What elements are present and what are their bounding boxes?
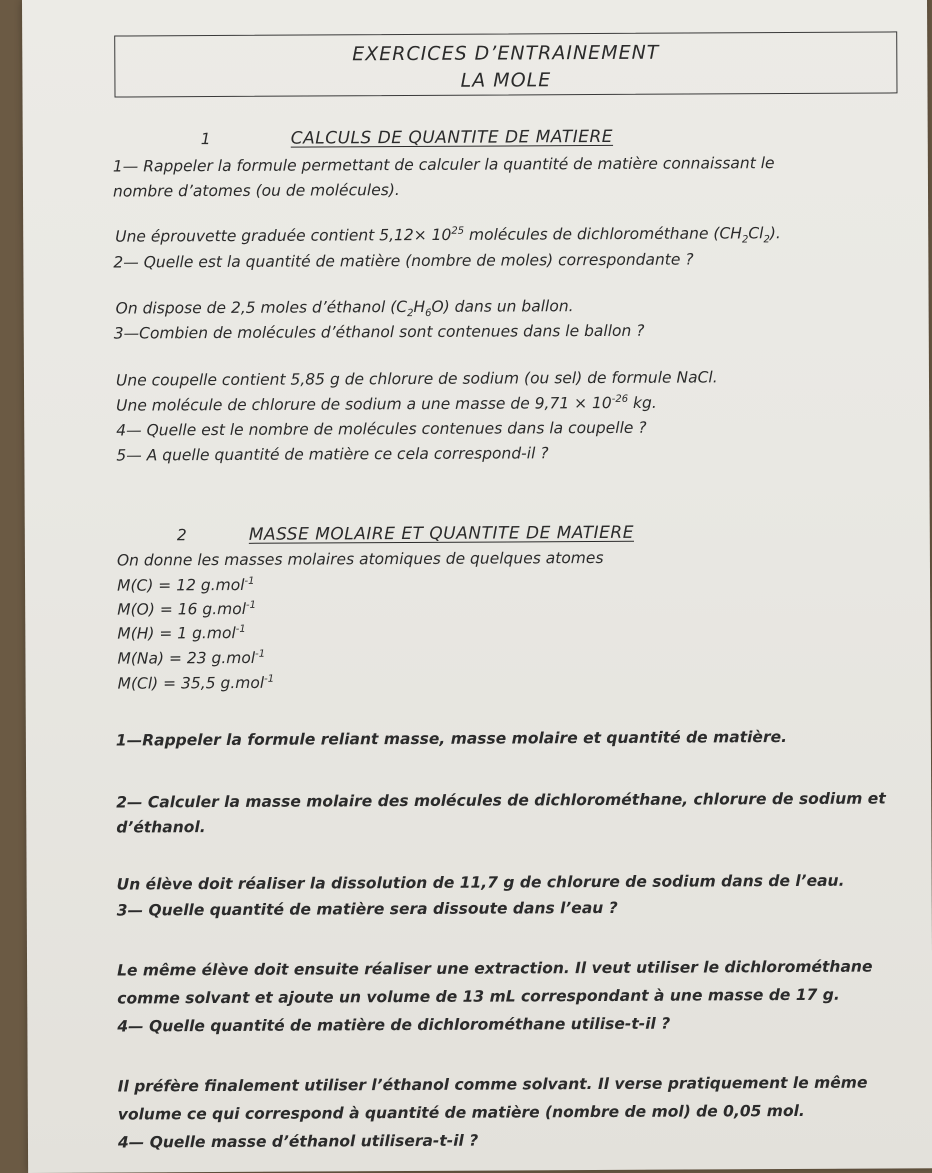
s2-mass-cl [118, 674, 275, 693]
s2-intro: On donne les masses molaires atomiques de quelques atomes [116, 548, 604, 570]
s2-q4a: 4— Quelle quantité de matière de dichlorométhane utilise-t-il ? [117, 1014, 671, 1036]
s1-p4 [116, 394, 657, 415]
s1-q3: 3—Combien de molécules d’éthanol sont contenues dans le ballon ? [113, 321, 645, 343]
section2-header [177, 523, 634, 545]
section1-header [201, 127, 613, 149]
s1-q1-line2: nombre d’atomes (ou de molécules). [112, 181, 400, 201]
worksheet-page [22, 0, 932, 1173]
title-line-1: EXERCICES D’ENTRAINEMENT [352, 41, 660, 66]
section1-heading: CALCULS DE QUANTITE DE MATIERE [290, 126, 614, 149]
s2-mass-o-text: M(O) = 16 g.mol [117, 599, 247, 619]
s1-p1-d: ). [769, 224, 781, 243]
section2-heading: MASSE MOLAIRE ET QUANTITE DE MATIERE [248, 522, 635, 545]
s1-p2-c: O) dans un ballon. [431, 297, 574, 316]
s2-mass-na [117, 649, 265, 668]
s1-p1-sub2: 2 [763, 234, 770, 246]
s1-q1-line1: 1— Rappeler la formule permettant de calculer la quantité de matière connaissant le [112, 154, 775, 176]
s2-mass-na-exp: -1 [255, 648, 266, 660]
s2-mass-o-exp: -1 [245, 599, 257, 611]
s2-mass-c-text: M(C) = 12 g.mol [117, 575, 245, 595]
s2-p3-line1: Il préfère finalement utiliser l’éthanol comme solvant. Il verse pratiquement le même [117, 1073, 868, 1096]
s2-p2-line1: Le même élève doit ensuite réaliser une extraction. Il veut utiliser le dichlorométhane [117, 957, 873, 980]
s1-q2: 2— Quelle est la quantité de matière (nombre de moles) correspondante ? [113, 250, 694, 272]
s2-q2-line1: 2— Calculer la masse molaire des molécules de dichlorométhane, chlorure de sodium et [116, 789, 886, 812]
s2-q2-line2: d’éthanol. [116, 818, 206, 837]
s2-mass-h-exp: -1 [235, 623, 246, 635]
s1-p2-sub2: 6 [425, 307, 432, 319]
s2-mass-c-exp: -1 [244, 575, 255, 587]
s1-p2-b: H [413, 297, 426, 316]
title-line-2: LA MOLE [460, 69, 552, 92]
s2-q3: 3— Quelle quantité de matière sera dissoute dans l’eau ? [116, 898, 618, 920]
s1-p1 [115, 224, 781, 249]
s1-p4-exp: -26 [611, 393, 629, 405]
s1-p1-sub1: 2 [741, 234, 749, 246]
s2-p2-line2: comme solvant et ajoute un volume de 13 mL correspondant à une masse de 17 g. [117, 985, 840, 1008]
s1-p1-a: Une éprouvette graduée contient 5,12× 10 [115, 225, 452, 246]
s1-p1-exp: 25 [451, 225, 465, 237]
s1-q5: 5— A quelle quantité de matière ce cela correspond-il ? [116, 444, 549, 465]
section1-number: 1 [200, 130, 211, 149]
s2-mass-o [117, 600, 256, 619]
section2-number: 2 [176, 526, 187, 545]
s1-p3: Une coupelle contient 5,85 g de chlorure de sodium (ou sel) de formule NaCl. [115, 368, 718, 390]
s1-p4-a: Une molécule de chlorure de sodium a une masse de 9,71 × 10 [116, 394, 612, 415]
s1-p4-b: kg. [628, 393, 657, 412]
s1-q4: 4— Quelle est le nombre de molécules contenues dans la coupelle ? [116, 418, 647, 440]
title-box [114, 31, 897, 97]
s2-mass-c [117, 576, 255, 595]
s2-mass-h [117, 624, 245, 643]
s2-q1: 1—Rappeler la formule reliant masse, masse molaire et quantité de matière. [115, 728, 788, 750]
s1-p2-a: On dispose de 2,5 moles d’éthanol (C [115, 297, 408, 318]
s2-mass-na-text: M(Na) = 23 g.mol [117, 648, 256, 668]
s1-p2-sub1: 2 [407, 308, 414, 320]
s2-mass-cl-exp: -1 [264, 673, 275, 685]
s2-p3-line2: volume ce qui correspond à quantité de matière (nombre de mol) de 0,05 mol. [117, 1101, 805, 1124]
s2-mass-cl-text: M(Cl) = 35,5 g.mol [117, 673, 265, 693]
s2-q4b: 4— Quelle masse d’éthanol utilisera-t-il ? [117, 1131, 479, 1152]
s2-mass-h-text: M(H) = 1 g.mol [117, 624, 236, 643]
s1-p1-c: Cl [748, 224, 764, 243]
s2-p1: Un élève doit réaliser la dissolution de 11,7 g de chlorure de sodium dans de l’eau. [116, 871, 845, 894]
s1-p1-b: molécules de dichlorométhane (CH [464, 224, 742, 244]
s1-p2 [116, 297, 574, 320]
